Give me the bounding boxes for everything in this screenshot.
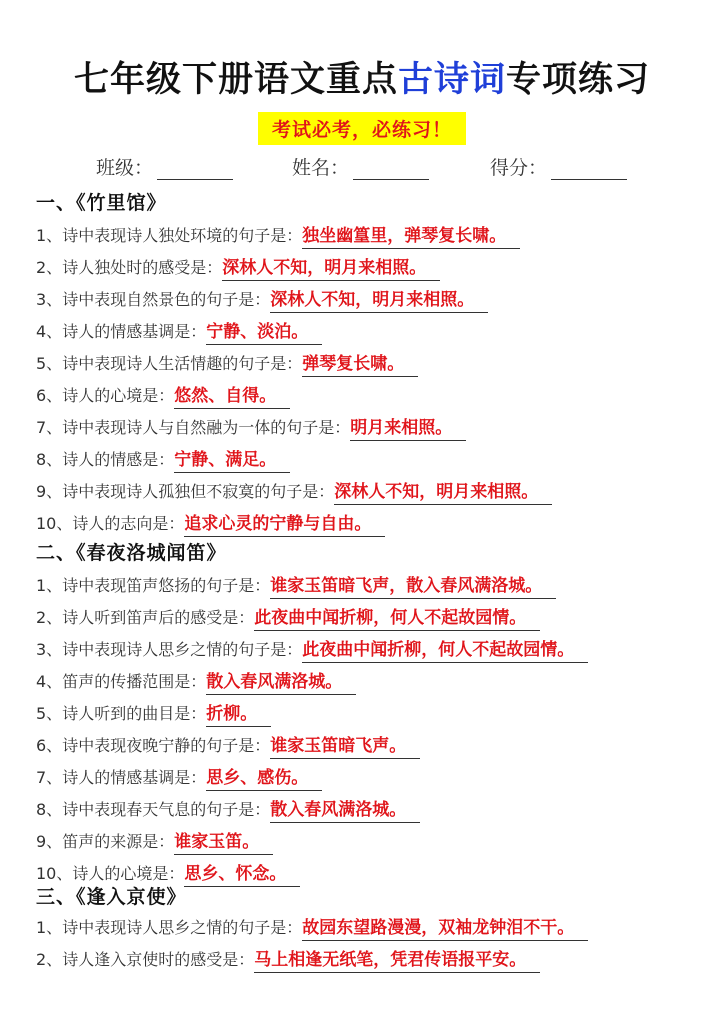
question-item — [36, 764, 322, 792]
question-number: 5、 — [36, 354, 63, 373]
answer-text: 思乡、感伤。 — [206, 766, 322, 791]
question-number: 2、 — [36, 608, 63, 627]
answer-text: 谁家玉笛暗飞声，散入春风满洛城。 — [270, 574, 556, 599]
question-text: 诗中表现诗人思乡之情的句子是： — [62, 640, 303, 659]
question-item — [36, 732, 420, 760]
question-text: 诗中表现夜晚宁静的句子是： — [62, 736, 271, 755]
question-item — [36, 636, 588, 664]
section-heading: 一、《竹里馆》 — [36, 192, 167, 214]
question-item — [36, 254, 440, 282]
subtitle-banner — [0, 112, 724, 145]
question-item — [36, 796, 420, 824]
answer-text: 追求心灵的宁静与自由。 — [184, 512, 385, 537]
question-text: 诗人的情感是： — [62, 450, 175, 469]
question-text: 笛声的来源是： — [62, 832, 175, 851]
question-item — [36, 700, 271, 728]
question-text: 诗人的心境是： — [72, 864, 185, 883]
answer-text: 深林人不知，明月来相照。 — [222, 256, 440, 281]
question-text: 诗人听到笛声后的感受是： — [62, 608, 255, 627]
title-highlight: 古诗词 — [397, 60, 506, 100]
question-text: 诗中表现诗人生活情趣的句子是： — [62, 354, 303, 373]
question-text: 诗中表现诗人独处环境的句子是： — [62, 226, 303, 245]
question-item — [36, 318, 322, 346]
answer-text: 宁静、淡泊。 — [206, 320, 322, 345]
question-number: 6、 — [36, 736, 63, 755]
score-blank[interactable] — [551, 159, 627, 180]
question-number: 1、 — [36, 918, 63, 937]
question-text: 诗人听到的曲目是： — [62, 704, 207, 723]
question-text: 笛声的传播范围是： — [62, 672, 207, 691]
answer-text: 散入春风满洛城。 — [206, 670, 356, 695]
answer-text: 思乡、怀念。 — [184, 862, 300, 887]
question-text: 诗中表现春天气息的句子是： — [62, 800, 271, 819]
question-number: 4、 — [36, 672, 63, 691]
question-item — [36, 414, 466, 442]
question-number: 1、 — [36, 576, 63, 595]
question-number: 2、 — [36, 258, 63, 277]
question-number: 6、 — [36, 386, 63, 405]
question-item — [36, 350, 418, 378]
question-text: 诗人的情感基调是： — [62, 322, 207, 341]
question-number: 10、 — [36, 514, 73, 533]
question-item — [36, 914, 588, 942]
answer-text: 弹琴复长啸。 — [302, 352, 418, 377]
subtitle: 考试必考，必练习！ — [258, 112, 466, 145]
title-part2: 专项练习 — [506, 60, 651, 100]
question-text: 诗中表现诗人与自然融为一体的句子是： — [62, 418, 351, 437]
question-item — [36, 668, 356, 696]
question-item — [36, 604, 540, 632]
name-label: 姓名： — [292, 157, 350, 179]
question-number: 9、 — [36, 832, 63, 851]
question-item — [36, 382, 290, 410]
question-item — [36, 286, 488, 314]
question-item — [36, 828, 273, 856]
question-number: 4、 — [36, 322, 63, 341]
question-item — [36, 572, 556, 600]
question-text: 诗中表现笛声悠扬的句子是： — [62, 576, 271, 595]
answer-text: 折柳。 — [206, 702, 271, 727]
class-blank[interactable] — [157, 159, 233, 180]
answer-text: 谁家玉笛暗飞声。 — [270, 734, 420, 759]
answer-text: 独坐幽篁里，弹琴复长啸。 — [302, 224, 520, 249]
question-number: 5、 — [36, 704, 63, 723]
question-text: 诗人的志向是： — [72, 514, 185, 533]
question-number: 1、 — [36, 226, 63, 245]
question-text: 诗人独处时的感受是： — [62, 258, 223, 277]
title-part1: 七年级下册语文重点 — [73, 60, 398, 100]
question-number: 7、 — [36, 768, 63, 787]
answer-text: 悠然、自得。 — [174, 384, 290, 409]
question-number: 9、 — [36, 482, 63, 501]
question-item — [36, 510, 385, 538]
name-field — [292, 153, 429, 180]
question-number: 8、 — [36, 450, 63, 469]
section-heading: 二、《春夜洛城闻笛》 — [36, 542, 227, 564]
answer-text: 深林人不知，明月来相照。 — [270, 288, 488, 313]
question-number: 2、 — [36, 950, 63, 969]
page-title — [0, 52, 724, 102]
section-heading: 三、《逢入京使》 — [36, 886, 187, 908]
name-blank[interactable] — [353, 159, 429, 180]
question-item — [36, 946, 540, 974]
class-field — [96, 153, 233, 180]
answer-text: 马上相逢无纸笔，凭君传语报平安。 — [254, 948, 540, 973]
answer-text: 散入春风满洛城。 — [270, 798, 420, 823]
question-text: 诗中表现诗人孤独但不寂寞的句子是： — [62, 482, 335, 501]
question-text: 诗人的心境是： — [62, 386, 175, 405]
question-item — [36, 222, 520, 250]
question-text: 诗中表现自然景色的句子是： — [62, 290, 271, 309]
question-number: 3、 — [36, 290, 63, 309]
question-number: 3、 — [36, 640, 63, 659]
class-label: 班级： — [96, 157, 154, 179]
score-label: 得分： — [490, 157, 548, 179]
question-text: 诗人的情感基调是： — [62, 768, 207, 787]
answer-text: 此夜曲中闻折柳，何人不起故园情。 — [302, 638, 588, 663]
question-item — [36, 446, 290, 474]
answer-text: 谁家玉笛。 — [174, 830, 273, 855]
answer-text: 此夜曲中闻折柳，何人不起故园情。 — [254, 606, 540, 631]
answer-text: 宁静、满足。 — [174, 448, 290, 473]
question-number: 8、 — [36, 800, 63, 819]
question-item — [36, 478, 552, 506]
question-number: 7、 — [36, 418, 63, 437]
answer-text: 故园东望路漫漫，双袖龙钟泪不干。 — [302, 916, 588, 941]
score-field — [490, 153, 627, 180]
question-text: 诗人逢入京使时的感受是： — [62, 950, 255, 969]
answer-text: 深林人不知，明月来相照。 — [334, 480, 552, 505]
question-text: 诗中表现诗人思乡之情的句子是： — [62, 918, 303, 937]
question-number: 10、 — [36, 864, 73, 883]
answer-text: 明月来相照。 — [350, 416, 466, 441]
